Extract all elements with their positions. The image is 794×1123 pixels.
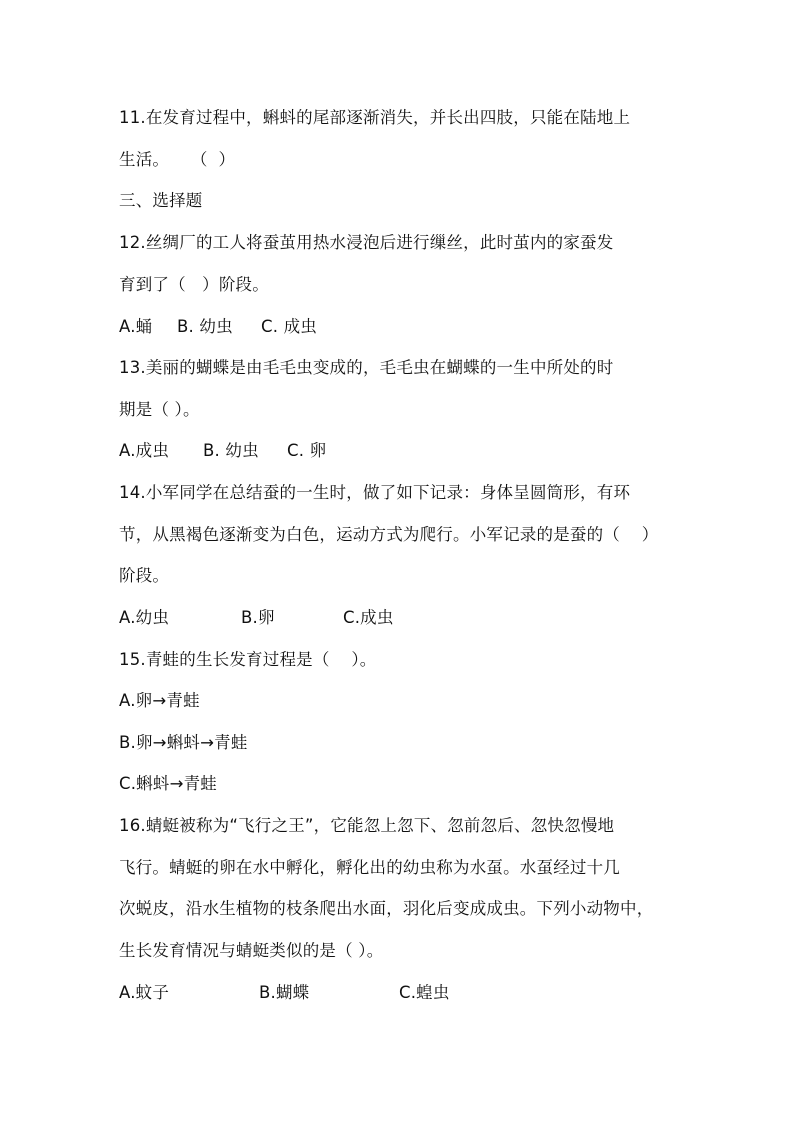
option-c: C. 卵 bbox=[287, 441, 327, 460]
question-12-options bbox=[119, 316, 694, 338]
question-11-line-1: 11.在发育过程中，蝌蚪的尾部逐渐消失，并长出四肢，只能在陆地上 bbox=[119, 108, 631, 127]
question-14-line-1: 14.小军同学在总结蚕的一生时，做了如下记录：身体呈圆筒形，有环 bbox=[119, 483, 631, 502]
option-c: C. 成虫 bbox=[261, 317, 318, 336]
question-15-option-c: C.蝌蚪→青蛙 bbox=[119, 774, 217, 793]
question-14-line-3: 阶段。 bbox=[119, 566, 170, 585]
question-16-options bbox=[119, 982, 694, 1004]
question-11-line-2: 生活。 （ ） bbox=[119, 150, 236, 169]
option-c: C.蝗虫 bbox=[399, 983, 450, 1002]
option-c: C.成虫 bbox=[343, 608, 394, 627]
option-b: B.卵 bbox=[241, 608, 275, 627]
question-12-line-2: 育到了（ ）阶段。 bbox=[119, 275, 269, 294]
question-15-option-a: A.卵→青蛙 bbox=[119, 691, 200, 710]
option-a: A.成虫 bbox=[119, 441, 170, 460]
question-16-line-4: 生长发育情况与蜻蜓类似的是（ ）。 bbox=[119, 941, 384, 960]
option-b: B. 幼虫 bbox=[203, 441, 259, 460]
option-a: A.蛹 bbox=[119, 317, 153, 336]
question-13-options bbox=[119, 440, 694, 462]
section-heading: 三、选择题 bbox=[119, 191, 203, 210]
question-16-line-3: 次蜕皮，沿水生植物的枝条爬出水面，羽化后变成成虫。下列小动物中， bbox=[119, 899, 654, 918]
question-15-stem: 15.青蛙的生长发育过程是（ ）。 bbox=[119, 650, 377, 669]
question-16-line-2: 飞行。蜻蜓的卵在水中孵化，孵化出的幼虫称为水虿。水虿经过十几 bbox=[119, 858, 620, 877]
question-12-line-1: 12.丝绸厂的工人将蚕茧用热水浸泡后进行缫丝，此时茧内的家蚕发 bbox=[119, 233, 614, 252]
option-b: B. 幼虫 bbox=[177, 317, 233, 336]
question-14-options bbox=[119, 607, 694, 629]
question-14-line-2: 节，从黑褐色逐渐变为白色，运动方式为爬行。小军记录的是蚕的（ ） bbox=[119, 525, 659, 544]
option-a: A.幼虫 bbox=[119, 608, 170, 627]
option-a: A.蚊子 bbox=[119, 983, 170, 1002]
question-15-option-b: B.卵→蝌蚪→青蛙 bbox=[119, 733, 248, 752]
option-b: B.蝴蝶 bbox=[259, 983, 310, 1002]
question-13-line-2: 期是（ ）。 bbox=[119, 400, 200, 419]
question-13-line-1: 13.美丽的蝴蝶是由毛毛虫变成的，毛毛虫在蝴蝶的一生中所处的时 bbox=[119, 358, 614, 377]
question-16-line-1: 16.蜻蜓被称为“飞行之王”，它能忽上忽下、忽前忽后、忽快忽慢地 bbox=[119, 816, 615, 835]
